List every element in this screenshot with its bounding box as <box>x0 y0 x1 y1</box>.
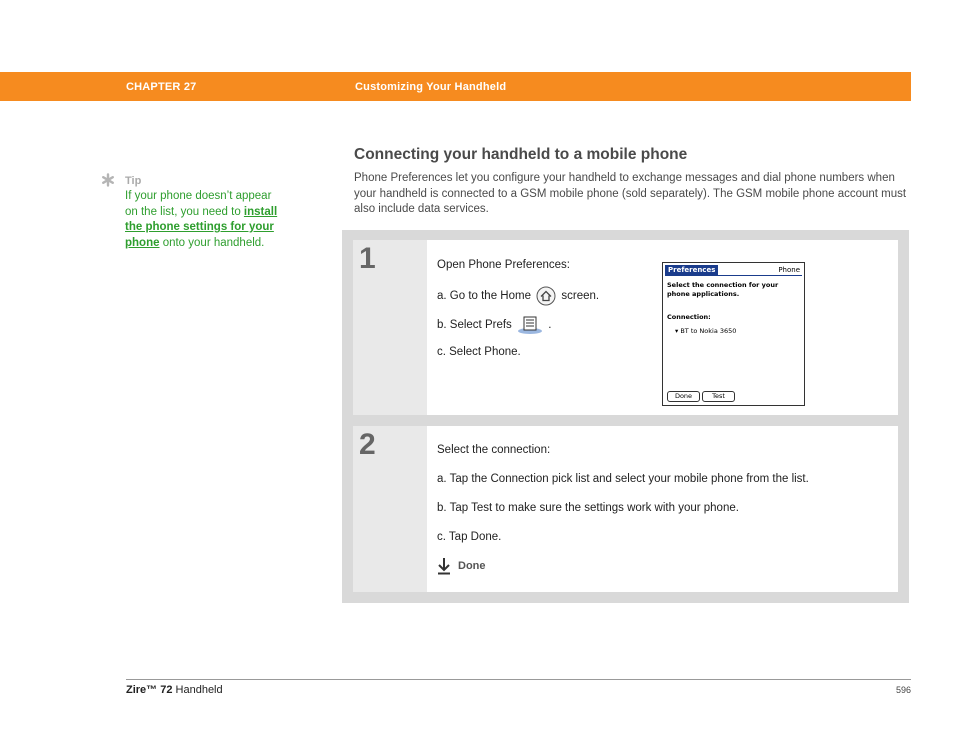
tip-text-before: If your phone doesn’t appear on the list, you need to <box>125 190 272 218</box>
step-1-a-before: a. Go to the Home <box>437 290 531 303</box>
step-1-b-before: b. Select Prefs <box>437 319 512 332</box>
chapter-title: Customizing Your Handheld <box>355 81 507 93</box>
prefs-icon <box>517 315 543 335</box>
screen-app-name: Phone <box>778 266 800 274</box>
home-icon <box>536 286 556 306</box>
step-1-b <box>437 315 551 335</box>
tip-text <box>125 189 285 251</box>
chapter-header-bar <box>0 72 911 101</box>
step-2-b: b. Tap Test to make sure the settings work with your phone. <box>437 502 739 514</box>
step-2-c: c. Tap Done. <box>437 531 502 543</box>
screen-heading-line2: phone applications. <box>667 290 740 298</box>
screen-test-button[interactable]: Test <box>702 391 735 402</box>
done-label: Done <box>458 560 486 572</box>
triangle-down-icon: ▾ <box>675 327 679 335</box>
step-2 <box>353 426 898 592</box>
connection-value: BT to Nokia 3650 <box>680 327 737 335</box>
footer-divider <box>126 679 911 680</box>
step-1-a-after: screen. <box>561 290 600 303</box>
down-arrow-icon <box>437 557 451 575</box>
install-phone-settings-link[interactable]: install the phone settings for your phone <box>125 205 278 249</box>
step-number-column <box>353 426 427 592</box>
tip-label: Tip <box>125 175 142 187</box>
connection-pick-list[interactable] <box>675 327 736 335</box>
step-number: 1 <box>359 242 376 275</box>
page-number: 596 <box>895 685 911 695</box>
step-1 <box>353 240 898 415</box>
asterisk-icon <box>101 173 115 187</box>
footer-product-name <box>126 684 223 696</box>
screen-heading-line1: Select the connection for your <box>667 281 779 289</box>
step-number-column <box>353 240 427 415</box>
screen-connection-label: Connection: <box>667 313 711 321</box>
screen-tab: Preferences <box>665 265 718 275</box>
step-1-c: c. Select Phone. <box>437 346 521 358</box>
step-2-intro: Select the connection: <box>437 444 551 456</box>
section-title: Connecting your handheld to a mobile phone <box>354 146 688 163</box>
chapter-label: CHAPTER 27 <box>126 81 197 93</box>
tip-text-after: onto your handheld. <box>159 236 265 249</box>
step-2-a: a. Tap the Connection pick list and select your mobile phone from the list. <box>437 473 809 485</box>
screen-title-bar <box>665 265 802 276</box>
screen-done-button[interactable]: Done <box>667 391 700 402</box>
step-1-a <box>437 286 599 306</box>
intro-paragraph: Phone Preferences let you configure your handheld to exchange messages and dial phone numbers when your handheld is connected to a GSM mobile phone (sold separately). The GSM mobile phone account must also include data services. <box>354 172 907 215</box>
step-1-b-after: . <box>548 319 552 332</box>
step-number: 2 <box>359 428 376 461</box>
phone-prefs-screenshot <box>662 262 805 406</box>
step-1-intro: Open Phone Preferences: <box>437 259 570 271</box>
product-brand: Zire™ 72 <box>126 684 173 696</box>
product-rest: Handheld <box>172 684 223 696</box>
